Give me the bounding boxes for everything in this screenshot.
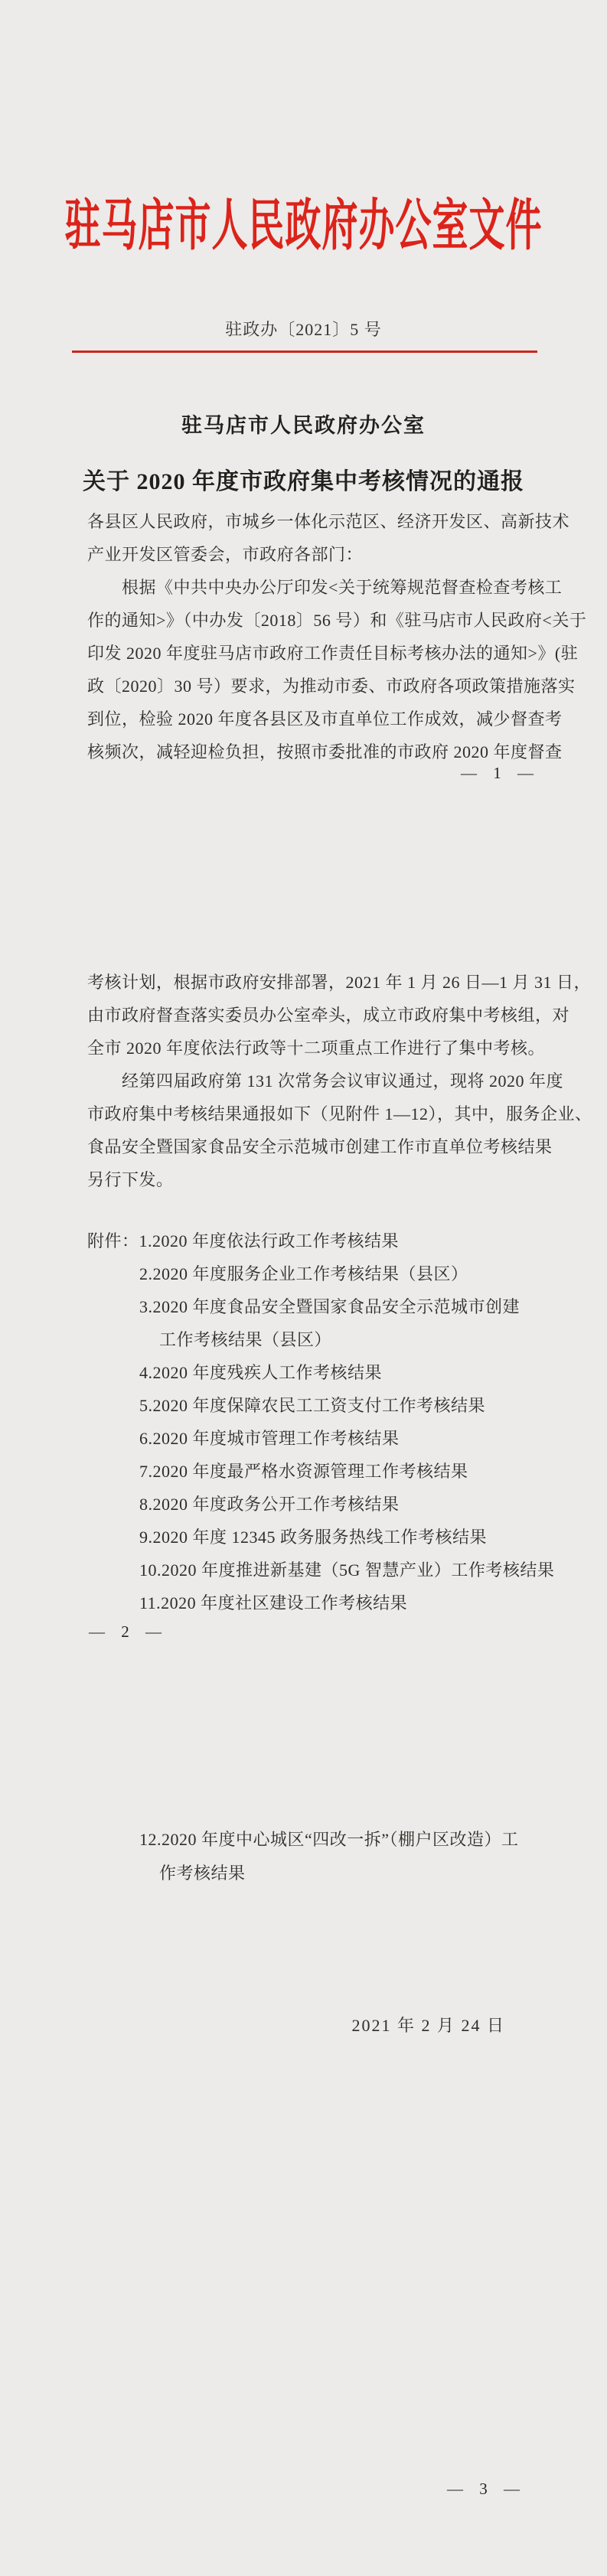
- attachment-item: 11.2020 年度社区建设工作考核结果: [139, 1593, 408, 1612]
- attachment-item: 4.2020 年度残疾人工作考核结果: [139, 1363, 383, 1382]
- body-line: 各县区人民政府，市城乡一体化示范区、经济开发区、高新技术: [87, 512, 570, 531]
- attachment-item: [87, 1224, 543, 1257]
- attachment-item: 10.2020 年度推进新基建（5G 智慧产业）工作考核结果: [139, 1560, 555, 1580]
- attachments-list: [87, 1224, 555, 1619]
- attachment-item: 2.2020 年度服务企业工作考核结果（县区）: [139, 1264, 468, 1283]
- document-number: 驻政办〔2021〕5 号: [225, 320, 382, 339]
- attachment-item-continuation: 作考核结果: [159, 1864, 246, 1883]
- body-line: 全市 2020 年度依法行政等十二项重点工作进行了集中考核。: [87, 1039, 546, 1058]
- attachment-item: 12.2020 年度中心城区“四改一拆”（棚户区改造）工: [139, 1830, 519, 1849]
- page2-body: [87, 966, 592, 1196]
- attachment-item: 3.2020 年度食品安全暨国家食品安全示范城市创建: [139, 1297, 521, 1316]
- attachment-item: 7.2020 年度最严格水资源管理工作考核结果: [139, 1462, 468, 1481]
- page-number-3: — 3 —: [447, 2480, 526, 2498]
- document-masthead: 驻马店市人民政府办公室文件: [64, 196, 543, 258]
- attachment-item: 8.2020 年度政务公开工作考核结果: [139, 1495, 400, 1514]
- body-line: 经第四届政府第 131 次常务会议审议通过，现将 2020 年度: [87, 1071, 564, 1091]
- body-line: 产业开发区管委会，市政府各部门：: [87, 545, 364, 564]
- body-line: 由市政府督查落实委员办公室牵头，成立市政府集中考核组，对: [87, 1006, 570, 1025]
- attachment-item: 9.2020 年度 12345 政务服务热线工作考核结果: [139, 1528, 488, 1547]
- attachments-label: 附件：: [87, 1231, 139, 1251]
- page-number-2: — 2 —: [89, 1622, 168, 1641]
- page1-body: [87, 505, 587, 768]
- body-line: 另行下发。: [87, 1170, 174, 1189]
- body-line: 到位，检验 2020 年度各县区及市直单位工作成效，减少督查考: [87, 709, 563, 729]
- document-title-issuer: 驻马店市人民政府办公室: [181, 414, 426, 437]
- body-line: 食品安全暨国家食品安全示范城市创建工作市直单位考核结果: [87, 1137, 553, 1156]
- document-date: 2021 年 2 月 24 日: [351, 2016, 505, 2035]
- document-title-subject: 关于 2020 年度市政府集中考核情况的通报: [83, 469, 524, 494]
- red-divider-line: [72, 351, 537, 353]
- body-line: 印发 2020 年度驻马店市政府工作责任目标考核办法的通知>》(驻: [87, 644, 579, 663]
- body-line: 考核计划，根据市政府安排部署，2021 年 1 月 26 日—1 月 31 日，: [87, 973, 592, 992]
- attachment-item: 5.2020 年度保障农民工工资支付工作考核结果: [139, 1396, 486, 1415]
- body-line: 政〔2020〕30 号）要求，为推动市委、市政府各项政策措施落实: [87, 677, 576, 696]
- page-number-1: — 1 —: [461, 764, 540, 782]
- attachment-item: 6.2020 年度城市管理工作考核结果: [139, 1429, 400, 1448]
- body-line: 根据《中共中央办公厅印发<关于统筹规范督查检查考核工: [87, 578, 563, 597]
- body-line: 市政府集中考核结果通报如下（见附件 1—12），其中，服务企业、: [87, 1104, 592, 1123]
- attachment-item-continuation: 工作考核结果（县区）: [159, 1330, 332, 1349]
- body-line: 作的通知>》（中办发〔2018〕56 号）和《驻马店市人民政府<关于: [87, 611, 587, 630]
- body-line: 核频次，减轻迎检负担，按照市委批准的市政府 2020 年度督查: [87, 742, 563, 761]
- attachment-text: 1.2020 年度依法行政工作考核结果: [139, 1231, 400, 1251]
